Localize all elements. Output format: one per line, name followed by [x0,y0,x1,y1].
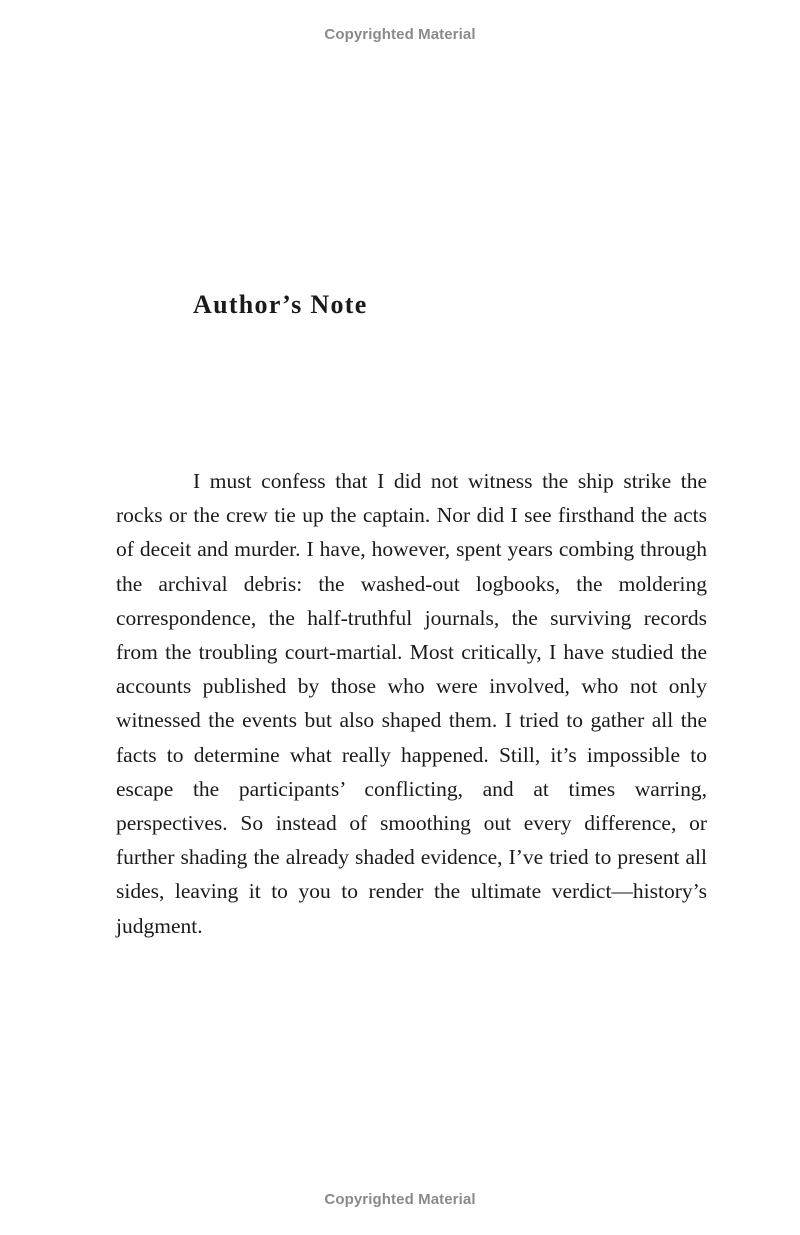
body-paragraph: I must confess that I did not witness the ship strike the rocks or the crew tie up the captain. Nor did I see firsthand the acts of deceit and murder. I have, however, spent years combing through the archival debris: the washed-out logbooks, the moldering correspondence, the half-truthful journals, the surviving records from the troubling court-martial. Most critically, I have studied the accounts published by those who were involved, who not only witnessed the events but also shaped them. I tried to gather all the facts to determine what really happened. Still, it’s impossible to escape the participants’ conflicting, and at times warring, perspectives. So instead of smoothing out every difference, or further shading the already shaded evidence, I’ve tried to present all sides, leaving it to you to render the ultimate verdict—history’s judgment. [116,469,707,938]
watermark-top: Copyrighted Material [324,26,476,43]
page-title: Author’s Note [193,290,368,319]
watermark-bottom: Copyrighted Material [324,1191,476,1208]
